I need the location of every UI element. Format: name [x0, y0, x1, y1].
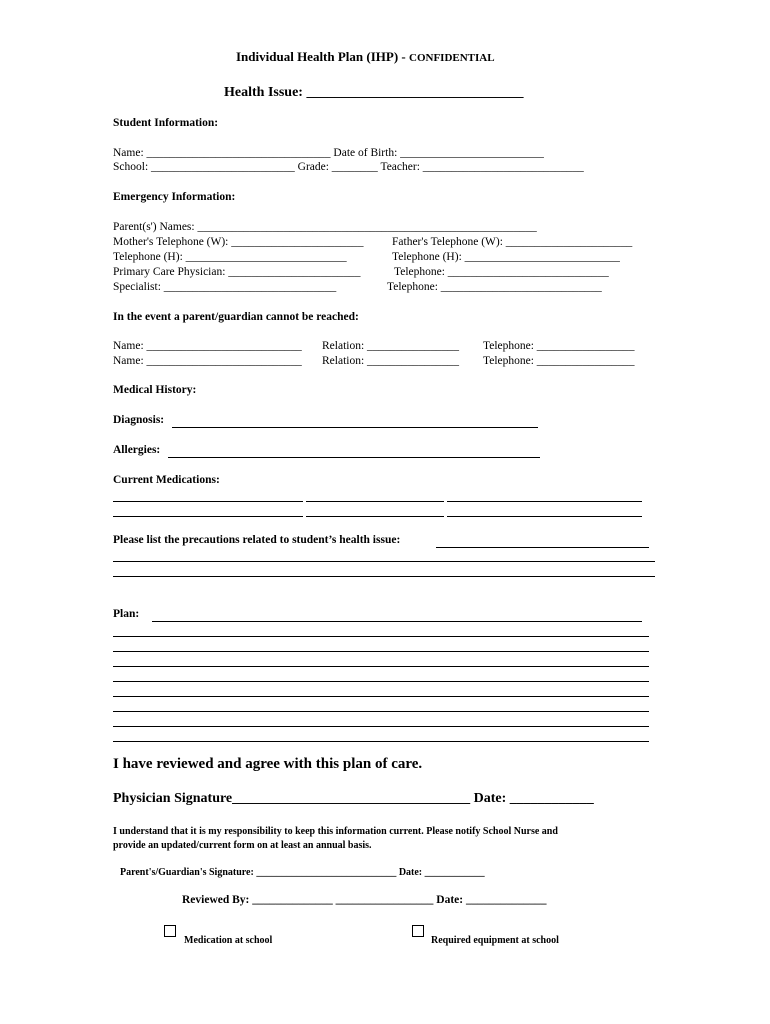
- diagnosis-label: Diagnosis:: [113, 414, 165, 426]
- plan-line-1[interactable]: [113, 636, 649, 637]
- alt1-name-field[interactable]: Name: ___________________________: [113, 340, 302, 352]
- medication-at-school-label: Medication at school: [184, 935, 273, 946]
- form-title: [236, 50, 495, 65]
- alt1-phone-field[interactable]: Telephone: _________________: [483, 340, 635, 352]
- student-school-grade-row[interactable]: School: _________________________ Grade: ________ Teacher: ____________________________: [113, 161, 584, 173]
- alternate-contact-heading: In the event a parent/guardian cannot be reached:: [113, 311, 359, 323]
- form-title-text: Individual Health Plan (IHP) -: [236, 49, 406, 64]
- specialist-phone-field[interactable]: Telephone: ____________________________: [387, 281, 602, 293]
- plan-line-6[interactable]: [113, 711, 649, 712]
- medication-line-1c[interactable]: [447, 501, 642, 502]
- plan-line-5[interactable]: [113, 696, 649, 697]
- reviewed-by-row[interactable]: Reviewed By: ______________ _________________ Date: ______________: [182, 894, 547, 906]
- plan-line-2[interactable]: [113, 651, 649, 652]
- parent-signature-row[interactable]: Parent's/Guardian's Signature: ____________________________ Date: ____________: [120, 867, 485, 878]
- alt2-phone-field[interactable]: Telephone: _________________: [483, 355, 635, 367]
- medication-at-school-checkbox[interactable]: [164, 925, 176, 937]
- plan-line-7[interactable]: [113, 726, 649, 727]
- student-name-dob-row[interactable]: Name: ________________________________ Date of Birth: _________________________: [113, 147, 544, 159]
- student-info-heading: Student Information:: [113, 117, 219, 129]
- medication-line-2a[interactable]: [113, 516, 303, 517]
- alt2-relation-field[interactable]: Relation: ________________: [322, 355, 460, 367]
- emergency-info-heading: Emergency Information:: [113, 191, 236, 203]
- notice-line-1: I understand that it is my responsibility to keep this information current. Please notify School Nurse and: [113, 826, 558, 837]
- physician-signature-row[interactable]: Physician Signature__________________________________ Date: ____________: [113, 791, 594, 806]
- required-equipment-label: Required equipment at school: [431, 935, 559, 946]
- agreement-statement: I have reviewed and agree with this plan of care.: [113, 756, 423, 772]
- physician-field[interactable]: Primary Care Physician: _______________________: [113, 266, 361, 278]
- required-equipment-checkbox[interactable]: [412, 925, 424, 937]
- home-phone-field[interactable]: Telephone (H): ____________________________: [113, 251, 347, 263]
- allergies-label: Allergies:: [113, 444, 161, 456]
- precautions-line-2[interactable]: [113, 576, 655, 577]
- allergies-line[interactable]: [168, 457, 540, 458]
- notice-line-2: provide an updated/current form on at least an annual basis.: [113, 840, 372, 851]
- health-issue-field[interactable]: _______________________________: [306, 85, 524, 100]
- alt2-name-field[interactable]: Name: ___________________________: [113, 355, 302, 367]
- specialist-field[interactable]: Specialist: ______________________________: [113, 281, 337, 293]
- precautions-line-0[interactable]: [436, 547, 649, 548]
- medications-label: Current Medications:: [113, 474, 220, 486]
- precautions-line-1[interactable]: [113, 561, 655, 562]
- parents-names-field[interactable]: Parent(s') Names: ___________________________________________________________: [113, 221, 537, 233]
- precautions-label: Please list the precautions related to student’s health issue:: [113, 534, 401, 546]
- health-issue-row: [224, 86, 523, 100]
- plan-line-3[interactable]: [113, 666, 649, 667]
- medication-line-1a[interactable]: [113, 501, 303, 502]
- confidential-label: CONFIDENTIAL: [409, 52, 495, 64]
- medication-line-1b[interactable]: [306, 501, 444, 502]
- medical-history-heading: Medical History:: [113, 384, 197, 396]
- plan-line-8[interactable]: [113, 741, 649, 742]
- father-phone-field[interactable]: Father's Telephone (W): ______________________: [392, 236, 633, 248]
- mother-phone-field[interactable]: Mother's Telephone (W): _______________________: [113, 236, 364, 248]
- diagnosis-line[interactable]: [172, 427, 538, 428]
- medication-line-2b[interactable]: [306, 516, 444, 517]
- plan-line-4[interactable]: [113, 681, 649, 682]
- alt1-relation-field[interactable]: Relation: ________________: [322, 340, 460, 352]
- plan-label: Plan:: [113, 608, 140, 620]
- health-issue-label: Health Issue:: [224, 85, 303, 100]
- home-phone-2-field[interactable]: Telephone (H): ___________________________: [392, 251, 620, 263]
- physician-phone-field[interactable]: Telephone: ____________________________: [394, 266, 609, 278]
- medication-line-2c[interactable]: [447, 516, 642, 517]
- plan-line-0[interactable]: [152, 621, 642, 622]
